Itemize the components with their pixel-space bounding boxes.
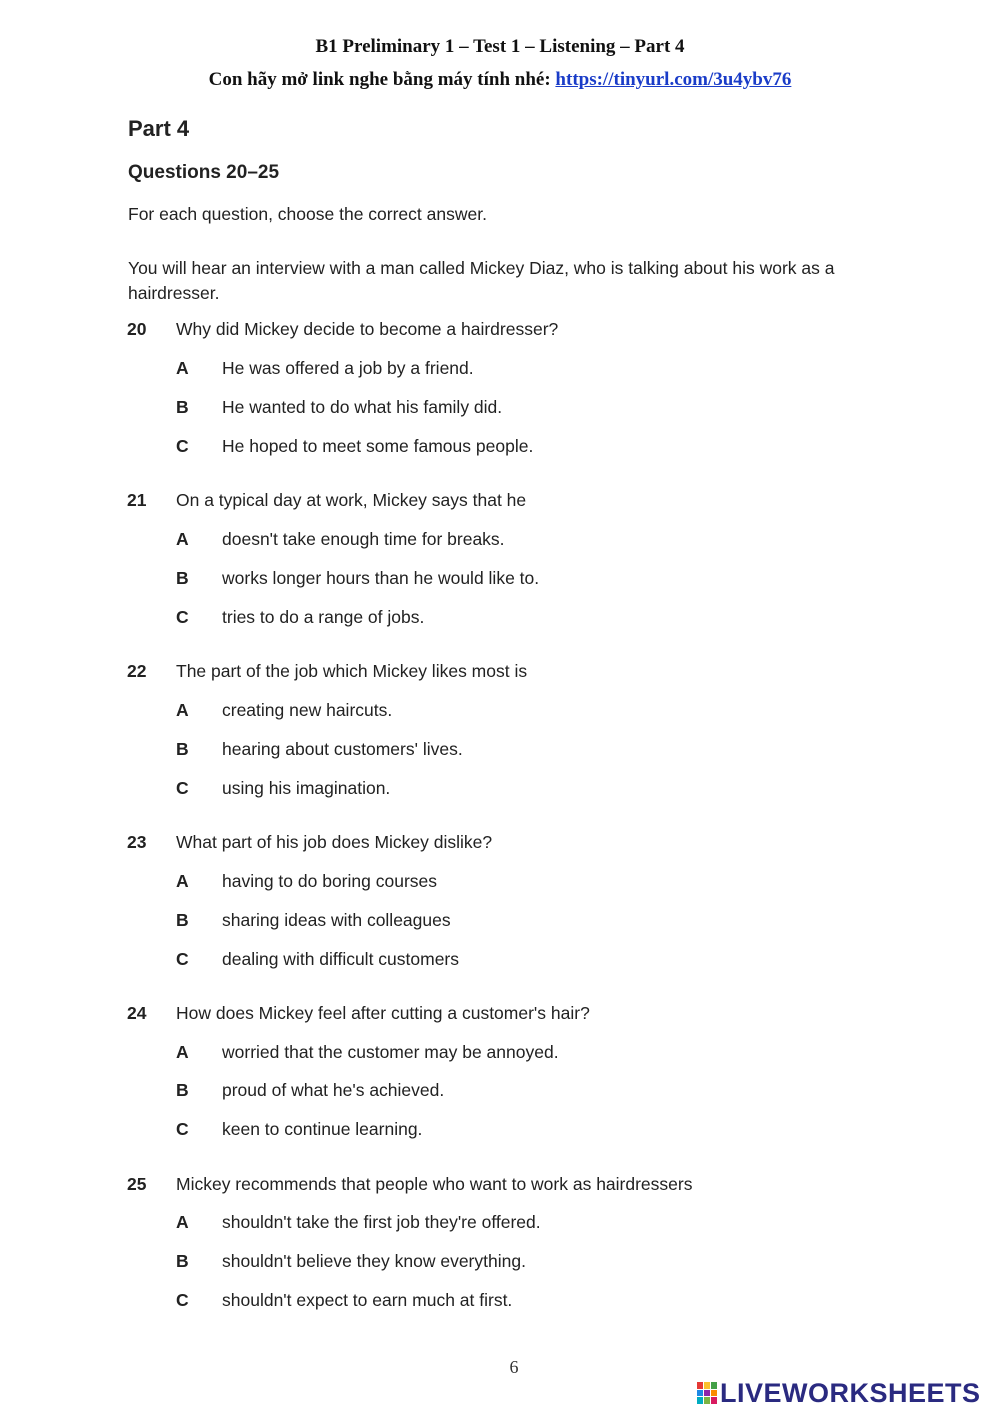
option-21c[interactable] xyxy=(0,607,1000,631)
option-23c[interactable] xyxy=(0,949,1000,973)
option-text: dealing with difficult customers xyxy=(222,949,460,969)
option-letter: B xyxy=(176,739,189,759)
option-letter: A xyxy=(176,358,189,378)
option-text: He hoped to meet some famous people. xyxy=(222,436,534,456)
brand-text: LIVEWORKSHEETS xyxy=(720,1377,981,1408)
option-text: having to do boring courses xyxy=(222,871,437,891)
option-23a[interactable] xyxy=(0,871,1000,895)
option-22c[interactable] xyxy=(0,778,1000,802)
option-letter: A xyxy=(176,700,189,720)
option-24c[interactable] xyxy=(0,1119,1000,1143)
option-text: sharing ideas with colleagues xyxy=(222,910,451,930)
option-letter: A xyxy=(176,529,189,549)
option-letter: C xyxy=(176,1290,189,1310)
option-letter: C xyxy=(176,607,189,627)
question-stem: How does Mickey feel after cutting a customer's hair? xyxy=(176,1003,590,1023)
question-stem: The part of the job which Mickey likes most is xyxy=(176,661,528,681)
option-text: shouldn't take the first job they're offered. xyxy=(222,1212,541,1232)
option-letter: A xyxy=(176,1212,189,1232)
option-letter: C xyxy=(176,778,189,798)
option-text: He was offered a job by a friend. xyxy=(222,358,474,378)
option-text: worried that the customer may be annoyed. xyxy=(222,1042,559,1062)
question-stem: Mickey recommends that people who want to work as hairdressers xyxy=(176,1174,693,1194)
option-20c[interactable] xyxy=(0,436,1000,460)
question-number: 20 xyxy=(127,319,147,339)
question-stem: Why did Mickey decide to become a hairdresser? xyxy=(176,319,559,339)
option-text: creating new haircuts. xyxy=(222,700,393,720)
option-text: doesn't take enough time for breaks. xyxy=(222,529,505,549)
option-23b[interactable] xyxy=(0,910,1000,934)
page-number: 6 xyxy=(509,1357,519,1377)
option-text: tries to do a range of jobs. xyxy=(222,607,425,627)
option-letter: C xyxy=(176,1119,189,1139)
listening-link-line xyxy=(0,69,1000,91)
option-letter: B xyxy=(176,1080,189,1100)
option-22a[interactable] xyxy=(0,700,1000,724)
option-text: hearing about customers' lives. xyxy=(222,739,463,759)
document-title: B1 Preliminary 1 – Test 1 – Listening – Part 4 xyxy=(315,36,685,57)
option-22b[interactable] xyxy=(0,739,1000,763)
option-text: keen to continue learning. xyxy=(222,1119,423,1139)
question-stem: On a typical day at work, Mickey says that he xyxy=(176,490,527,510)
option-text: proud of what he's achieved. xyxy=(222,1080,445,1100)
question-range: Questions 20–25 xyxy=(128,162,280,183)
option-letter: B xyxy=(176,910,189,930)
option-text: He wanted to do what his family did. xyxy=(222,397,503,417)
audio-link[interactable]: https://tinyurl.com/3u4ybv76 xyxy=(555,69,792,90)
option-text: works longer hours than he would like to. xyxy=(222,568,540,588)
option-20b[interactable] xyxy=(0,397,1000,421)
option-24a[interactable] xyxy=(0,1042,1000,1066)
question-number: 22 xyxy=(127,661,147,681)
option-letter: B xyxy=(176,397,189,417)
question-number: 24 xyxy=(127,1003,147,1023)
option-letter: A xyxy=(176,1042,189,1062)
option-24b[interactable] xyxy=(0,1080,1000,1104)
link-prompt: Con hãy mở link nghe bằng máy tính nhé: xyxy=(208,69,556,90)
option-21a[interactable] xyxy=(0,529,1000,553)
option-text: shouldn't believe they know everything. xyxy=(222,1251,526,1271)
option-25b[interactable] xyxy=(0,1251,1000,1275)
option-text: using his imagination. xyxy=(222,778,391,798)
option-letter: B xyxy=(176,1251,189,1271)
option-letter: C xyxy=(176,436,189,456)
option-letter: B xyxy=(176,568,189,588)
option-21b[interactable] xyxy=(0,568,1000,592)
part-title: Part 4 xyxy=(128,116,190,141)
option-text: shouldn't expect to earn much at first. xyxy=(222,1290,513,1310)
option-letter: A xyxy=(176,871,189,891)
liveworksheets-brand xyxy=(697,1377,981,1408)
option-25c[interactable] xyxy=(0,1290,1000,1314)
instruction: For each question, choose the correct answer. xyxy=(128,204,487,224)
question-number: 21 xyxy=(127,490,147,510)
question-stem: What part of his job does Mickey dislike? xyxy=(176,832,493,852)
intro-text: You will hear an interview with a man called Mickey Diaz, who is talking about his work as a hairdresser. xyxy=(128,258,835,303)
liveworksheets-logo-icon xyxy=(697,1382,717,1404)
question-number: 23 xyxy=(127,832,147,852)
option-letter: C xyxy=(176,949,189,969)
option-20a[interactable] xyxy=(0,358,1000,382)
question-number: 25 xyxy=(127,1174,147,1194)
option-25a[interactable] xyxy=(0,1212,1000,1236)
